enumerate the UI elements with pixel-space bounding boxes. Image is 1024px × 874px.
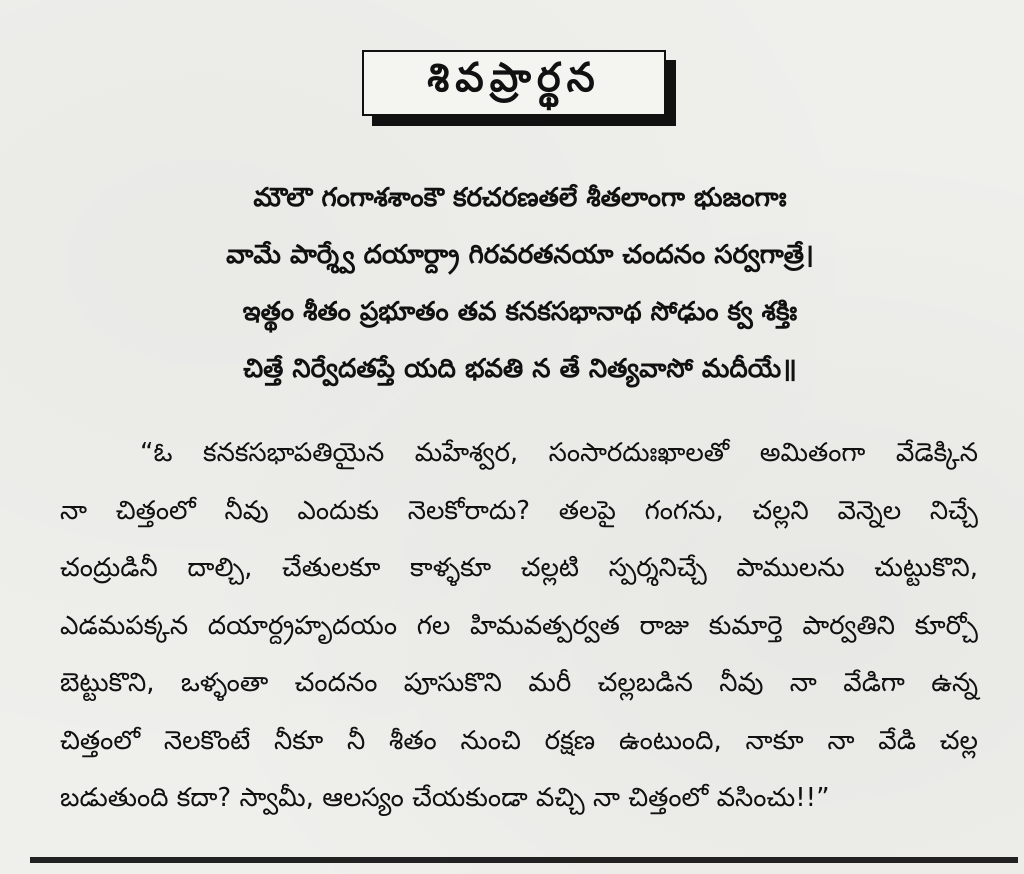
- telugu-explanation: [60, 425, 978, 828]
- title-frame: [362, 50, 666, 116]
- verse-line-1: మౌలౌ గంగాశశాంకౌ కరచరణతలే శీతలాంగా భుజంగాః: [253, 183, 787, 213]
- prose-line-4: ఎడమపక్కన దయార్ద్రహృదయం గల హిమవత్పర్వత రాజు కుమార్తె పార్వతిని కూర్చో: [60, 610, 978, 641]
- verse-line-4: చిత్తే నిర్వేదతప్తే యది భవతి న తే నిత్యవాసో మదీయే॥: [243, 354, 797, 384]
- prose-line-3: చంద్రుడినీ దాల్చి, చేతులకూ కాళ్ళకూ చల్లటి స్పర్శనిచ్చే పాములను చుట్టుకొని,: [60, 553, 978, 583]
- bottom-divider: [30, 857, 1018, 863]
- page-title: శివప్రార్థన: [427, 55, 601, 101]
- prose-line-2: నా చిత్తంలో నీవు ఎందుకు నెలకోరాదు? తలపై గంగను, చల్లని వెన్నెల నిచ్చే: [60, 495, 978, 526]
- verse-line-2: వామే పార్శ్వే దయార్ద్రా గిరవరతనయా చందనం సర్వగాత్రే।: [226, 240, 814, 270]
- verse-line-3: ఇత్థం శీతం ప్రభూతం తవ కనకసభానాథ సోఢుం క్వ శక్తిః: [242, 297, 798, 327]
- prose-line-6: చిత్తంలో నెలకొంటే నీకూ నీ శీతం నుంచి రక్షణ ఉంటుంది, నాకూ నా వేడి చల్ల: [60, 725, 978, 756]
- prose-line-1: “ఓ కనకసభాపతియైన మహేశ్వర, సంసారదుఃఖాలతో అమితంగా వేడెక్కిన: [140, 438, 978, 468]
- prose-line-5: బెట్టుకొని, ఒళ్ళంతా చందనం పూసుకొని మరీ చల్లబడిన నీవు నా వేడిగా ఉన్న: [60, 668, 978, 698]
- sanskrit-verse: [170, 170, 870, 398]
- prose-line-7: బడుతుంది కదా? స్వామీ, ఆలస్యం చేయకుండా వచ్చి నా చిత్తంలో వసించు!!”: [60, 783, 830, 813]
- title-box: [362, 50, 666, 116]
